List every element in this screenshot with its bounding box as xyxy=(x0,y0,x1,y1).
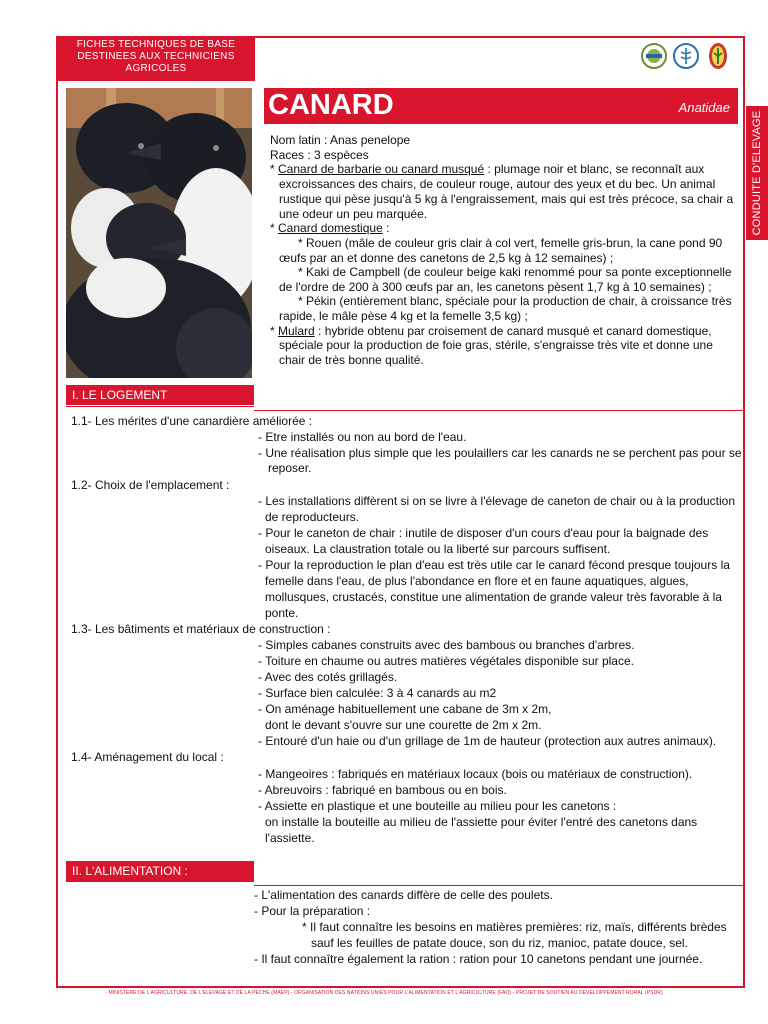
latin-name: Nom latin : Anas penelope xyxy=(270,133,411,147)
body-line: 1.1- Les mérites d'une canardière améliorée : xyxy=(71,414,313,428)
body-line: - Pour le caneton de chair : inutile de disposer d'un cours d'eau pour la baignade des xyxy=(258,526,709,540)
body-line: - Toiture en chaume ou autres matières végétales disponible sur place. xyxy=(258,654,634,668)
body-line: - On aménage habituellement une cabane de 3m x 2m, xyxy=(258,702,552,716)
body-line: * Il faut connaître les besoins en matières premières: riz, maïs, différents brèdes xyxy=(302,920,727,934)
bullet: * xyxy=(270,162,275,176)
body-line: - Pour la reproduction le plan d'eau est très utile car le canard fécond presque toujours la xyxy=(258,558,730,572)
barbarie-line xyxy=(270,162,704,177)
domestique-tail: : xyxy=(382,221,390,235)
family-name: Anatidae xyxy=(678,100,730,115)
body-line: de reproducteurs. xyxy=(265,510,360,524)
section-heading-alimentation: II. L'ALIMENTATION : xyxy=(66,861,254,881)
section-divider xyxy=(66,406,254,407)
body-line: - L'alimentation des canards diffère de celle des poulets. xyxy=(254,888,553,902)
body-line: - Pour la préparation : xyxy=(254,904,371,918)
section-divider xyxy=(254,885,744,886)
mulard-line xyxy=(270,324,712,339)
body-line: on installe la bouteille au milieu de l'assiette pour éviter l'entré des canetons dans xyxy=(265,815,698,829)
title-bar xyxy=(264,88,738,124)
program-line: AGRICOLES xyxy=(125,63,187,74)
body-line: dont le devant s'ouvre sur une courette de 2m x 2m. xyxy=(265,718,542,732)
fao-logo xyxy=(672,42,700,70)
maep-logo xyxy=(640,42,668,70)
body-line: - Avec des cotés grillagés. xyxy=(258,670,398,684)
body-line: - Il faut connaître également la ration : ration pour 10 canetons pendant une journée. xyxy=(254,952,703,966)
page-title: CANARD xyxy=(268,89,394,121)
side-tab xyxy=(746,106,768,240)
domestique-line xyxy=(270,221,389,236)
rouen-text: * Rouen (mâle de couleur gris clair à col vert, femelle gris-brun, la cane pond 90 xyxy=(298,236,723,250)
barbarie-text: une odeur un peu marquée. xyxy=(279,207,428,221)
body-line: 1.3- Les bâtiments et matériaux de construction : xyxy=(71,622,331,636)
body-line: l'assiette. xyxy=(265,831,315,845)
body-line: 1.2- Choix de l'emplacement : xyxy=(71,478,230,492)
body-line: sauf les feuilles de patate douce, son du riz, manioc, patate douce, sel. xyxy=(311,936,688,950)
section-divider xyxy=(66,881,254,882)
mulard-text: : hybride obtenu par croisement de canard musqué et canard domestique, xyxy=(314,324,712,338)
pekin-text: rapide, le mâle pèse 4 kg et la femelle 3,5 kg) ; xyxy=(279,309,528,323)
mulard-heading: Mulard xyxy=(278,324,315,338)
kaki-text: * Kaki de Campbell (de couleur beige kaki renommé pour sa ponte exceptionnelle xyxy=(298,265,732,279)
body-line: 1.4- Aménagement du local : xyxy=(71,750,224,764)
body-line: - Mangeoires : fabriqués en matériaux locaux (bois ou matériaux de construction). xyxy=(258,767,693,781)
body-line: - Surface bien calculée: 3 à 4 canards au m2 xyxy=(258,686,497,700)
body-line: mollusques, crustacés, constitue une alimentation de grande valeur très favorable à la xyxy=(265,590,722,604)
body-line: - Abreuvoirs : fabriqué en bambous ou en bois. xyxy=(258,783,507,797)
body-line: femelle dans l'eau, de plus l'abondance en flore et en faune aquatiques, algues, xyxy=(265,574,689,588)
barbarie-text: excroissances des chairs, de couleur rouge, autour des yeux et du bec. Un animal xyxy=(279,177,716,191)
body-line: reposer. xyxy=(268,461,312,475)
barbarie-text: rustique qui pèse jusqu'à 5 kg à l'engraissement, mais qui est très précoce, sa chair a xyxy=(279,192,734,206)
logos xyxy=(640,42,732,76)
body-line: - Une réalisation plus simple que les poulaillers car les canards ne se perchent pas pour se xyxy=(258,446,742,460)
barbarie-text: : plumage noir et blanc, se reconnaît aux xyxy=(484,162,705,176)
body-line: - Entouré d'un haie ou d'un grillage de 1m de hauteur (protection aux autres animaux). xyxy=(258,734,717,748)
mulard-text: spéciale pour la production de foie gras, stérile, s'engraisse très vite et donne une xyxy=(279,338,713,352)
domestique-heading: Canard domestique xyxy=(278,221,383,235)
program-line: FICHES TECHNIQUES DE BASE xyxy=(76,39,236,50)
kaki-text: de l'ordre de 200 à 300 œufs par an, les canetons pèsent 1,7 kg à 10 semaines) ; xyxy=(279,280,712,294)
section-heading-logement: I. LE LOGEMENT xyxy=(66,385,254,405)
races: Races : 3 espèces xyxy=(270,148,369,162)
psdr-logo xyxy=(704,42,732,70)
rouen-text: œufs par an et donne des canetons de 2,5 kg à 12 semaines) ; xyxy=(279,251,614,265)
body-line: - Les installations diffèrent si on se livre à l'élevage de caneton de chair ou à la production xyxy=(258,494,736,508)
bullet: * xyxy=(270,221,275,235)
body-line: - Etre installés ou non au bord de l'eau. xyxy=(258,430,467,444)
program-line: DESTINEES AUX TECHNICIENS xyxy=(77,51,235,62)
bullet: * xyxy=(270,324,275,338)
section-divider xyxy=(254,410,744,411)
duck-photo xyxy=(66,88,252,378)
side-tab-label: CONDUITE D'ELEVAGE xyxy=(751,110,763,236)
mulard-text: chair de très bonne qualité. xyxy=(279,353,424,367)
body-line: - Simples cabanes construits avec des bambous ou branches d'arbres. xyxy=(258,638,635,652)
footer: - MINISTERE DE L'AGRICULTURE, DE L'ELEVAGE ET DE LA PECHE (MAEP) - ORGANISATION DES NATIONS UNIES POUR L'ALIMENTATION ET L'AGRICULTURE (FAO) - PROJET DE SOUTIEN AU DEVELOPPEMENT RURAL (PSDR) xyxy=(105,990,663,996)
barbarie-heading: Canard de barbarie ou canard musqué xyxy=(278,162,485,176)
body-line: ponte. xyxy=(265,606,299,620)
body-line: - Assiette en plastique et une bouteille au milieu pour les canetons : xyxy=(258,799,617,813)
program-header xyxy=(57,37,255,81)
pekin-text: * Pékin (entièrement blanc, spéciale pour la production de chair, à croissance très xyxy=(298,294,732,308)
body-line: oiseaux. La claustration totale ou la liberté sur parcours suffisent. xyxy=(265,542,611,556)
